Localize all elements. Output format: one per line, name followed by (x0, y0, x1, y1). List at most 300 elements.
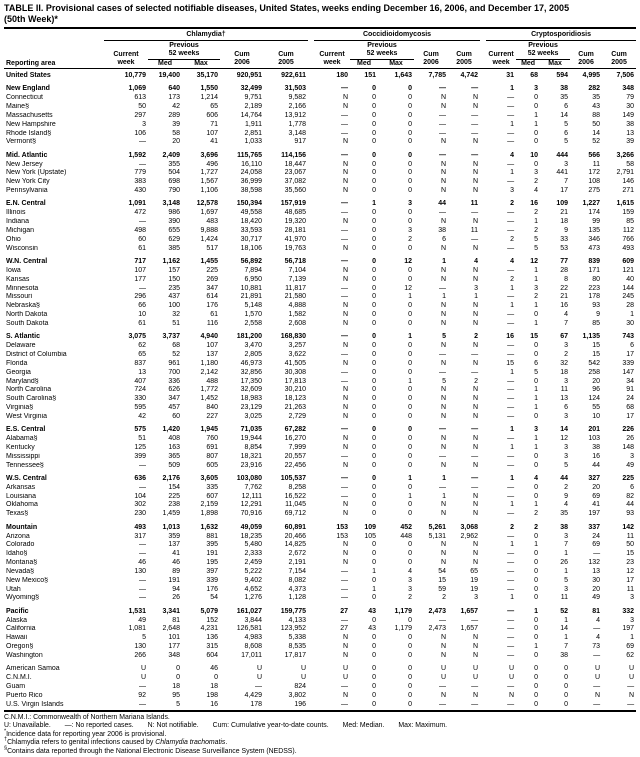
value-cell: — (507, 625, 515, 633)
value-cell: N (473, 266, 479, 274)
reporting-area-cell: Maryland§ (6, 377, 39, 385)
table-row (4, 533, 636, 542)
value-cell: 124 (588, 395, 601, 403)
value-cell: N (440, 169, 447, 177)
value-cell: N (342, 103, 349, 111)
cum-label: Cum (423, 50, 439, 58)
value-cell: 0 (534, 350, 539, 358)
value-cell: N (473, 103, 479, 111)
value-cell: 3 (630, 452, 635, 460)
value-cell: 0 (408, 129, 413, 137)
value-cell: 0 (372, 235, 377, 243)
table-row (4, 351, 636, 360)
value-cell: U (509, 665, 515, 673)
value-cell: 30,210 (284, 386, 307, 394)
value-cell: 0 (408, 443, 413, 451)
value-cell: 198 (206, 691, 218, 699)
value-cell: 1,179 (394, 607, 413, 615)
value-cell: 698 (168, 178, 180, 186)
value-cell: 961 (168, 359, 180, 367)
value-cell: 121 (622, 266, 635, 274)
value-cell: — (341, 368, 349, 376)
value-cell: 21,891 (240, 293, 262, 301)
value-cell: 21,263 (284, 404, 307, 412)
value-cell: 1,643 (394, 72, 413, 79)
value-cell: 44 (592, 461, 601, 469)
value-cell: 0 (372, 461, 377, 469)
value-cell: 1,180 (200, 359, 218, 367)
reporting-area-cell: Delaware (6, 342, 36, 350)
value-cell: N (440, 550, 447, 558)
value-cell: — (507, 227, 515, 234)
value-cell: U (595, 674, 601, 682)
value-cell: 0 (534, 665, 539, 673)
value-cell: 95 (172, 691, 180, 699)
value-cell: 1 (408, 474, 413, 482)
value-cell: 509 (168, 461, 180, 469)
value-cell: 626 (168, 386, 180, 394)
value-cell: 6 (564, 129, 569, 137)
value-cell: N (342, 302, 349, 310)
value-cell: — (507, 567, 515, 575)
value-cell: 3 (474, 594, 479, 602)
value-cell: 258 (588, 368, 601, 376)
value-cell: 96 (592, 386, 601, 394)
value-cell: 4,231 (200, 625, 218, 633)
value-cell: N (440, 501, 447, 509)
value-cell: 3 (564, 342, 569, 350)
value-cell: 1 (474, 293, 479, 301)
value-cell: N (473, 187, 479, 195)
value-cell: 37,082 (284, 178, 307, 186)
value-cell: 275 (588, 187, 601, 195)
table-row (4, 121, 636, 130)
value-cell: 27 (340, 607, 349, 615)
value-cell: 53 (560, 244, 569, 252)
reporting-area-cell: Wyoming§ (6, 594, 40, 602)
value-cell: 42 (172, 103, 180, 111)
value-cell: U (440, 665, 447, 673)
value-cell: U (595, 665, 601, 673)
value-cell: 0 (534, 683, 539, 690)
value-cell: 0 (372, 151, 377, 159)
value-cell: 3,068 (460, 523, 479, 531)
value-cell: 3 (408, 200, 413, 208)
value-cell: 2,189 (244, 103, 262, 111)
value-cell: 4 (510, 151, 515, 159)
value-cell: — (341, 585, 349, 593)
value-cell: 359 (168, 532, 180, 540)
value-cell: 61 (138, 244, 146, 252)
value-cell: 46 (210, 665, 218, 673)
value-cell: 5,131 (428, 532, 447, 540)
value-cell: 11,817 (285, 284, 307, 292)
value-cell: 68 (530, 72, 539, 79)
value-cell: — (341, 293, 349, 301)
value-cell: 159,775 (280, 607, 307, 615)
value-cell: N (473, 691, 479, 699)
value-cell: 2 (408, 594, 413, 602)
value-cell: 151 (364, 72, 377, 79)
value-cell: 0 (534, 377, 539, 385)
value-cell: — (507, 412, 515, 420)
value-cell: 4,429 (244, 691, 262, 699)
cum-label: Cum (234, 50, 250, 58)
reporting-area-cell: New York City (6, 178, 50, 186)
value-cell: 0 (372, 435, 377, 443)
value-cell: 0 (372, 227, 377, 234)
value-cell: 13 (626, 129, 635, 137)
value-cell: — (507, 461, 515, 469)
value-cell: 0 (372, 209, 377, 217)
table-row (4, 559, 636, 568)
reporting-area-cell: Puerto Rico (6, 691, 43, 699)
value-cell: N (342, 404, 349, 412)
value-cell: 238 (168, 501, 180, 509)
value-cell: — (507, 643, 515, 651)
footnotes (4, 712, 636, 757)
table-row (4, 484, 636, 493)
value-cell: 0 (534, 700, 539, 708)
value-cell: — (471, 483, 479, 491)
value-cell: 0 (372, 443, 377, 451)
value-cell: 16 (506, 333, 515, 341)
table-row (4, 209, 636, 218)
value-cell: 17,011 (241, 651, 262, 659)
value-cell: 3 (474, 284, 479, 292)
value-cell: 0 (372, 634, 377, 642)
value-cell: 26 (560, 559, 569, 567)
value-cell: 40 (626, 275, 635, 283)
value-cell: 28,181 (284, 227, 307, 234)
value-cell: 191 (206, 550, 218, 558)
value-cell: 9,582 (288, 94, 307, 102)
table-row (4, 81, 636, 94)
value-cell: — (255, 683, 262, 690)
previous-label: Previous (528, 41, 558, 49)
value-cell: 6 (442, 235, 447, 243)
value-cell: 8,854 (244, 443, 262, 451)
value-cell: 15 (592, 342, 601, 350)
reporting-area-cell: Arizona (6, 532, 30, 540)
table-row (4, 404, 636, 413)
table-row (4, 652, 636, 661)
value-cell: 0 (372, 111, 377, 119)
value-cell: 0 (372, 501, 377, 509)
value-cell: 109 (556, 200, 569, 208)
value-cell: 0 (408, 275, 413, 283)
table-row (4, 541, 636, 550)
value-cell: 225 (206, 266, 218, 274)
value-cell: 0 (372, 683, 377, 690)
value-cell: N (473, 404, 479, 412)
value-cell: 6 (564, 404, 569, 412)
reporting-area-cell: Massachusetts (6, 111, 53, 119)
value-cell: 0 (214, 674, 218, 682)
value-cell: 339 (206, 576, 218, 584)
table-body (4, 69, 636, 711)
value-cell: N (342, 266, 349, 274)
value-cell: — (139, 576, 146, 584)
value-cell: 0 (372, 474, 377, 482)
table-row (4, 360, 636, 369)
reporting-area-cell: Vermont§ (6, 138, 36, 146)
table-row (4, 568, 636, 577)
value-cell: N (342, 342, 349, 350)
value-cell: — (439, 683, 447, 690)
value-cell: 4 (596, 634, 601, 642)
value-cell: 51 (172, 319, 180, 327)
value-cell: — (139, 700, 146, 708)
value-cell: 20 (592, 483, 601, 491)
value-cell: 3,148 (162, 200, 180, 208)
week-label: week (486, 59, 516, 69)
value-cell: 1 (372, 585, 377, 593)
value-cell: 0 (372, 665, 377, 673)
reporting-area-cell: Hawaii (6, 634, 28, 642)
value-cell: — (341, 683, 349, 690)
value-cell: — (507, 386, 515, 394)
value-cell: 67 (560, 333, 569, 341)
value-cell: N (473, 386, 479, 394)
value-cell: 32 (560, 359, 569, 367)
value-cell: 15 (530, 333, 539, 341)
value-cell: 148 (622, 443, 635, 451)
value-cell: 82 (626, 492, 635, 500)
value-cell: U (140, 665, 146, 673)
value-cell: 542 (588, 359, 601, 367)
value-cell: 17 (626, 350, 635, 358)
value-cell: 1 (408, 492, 413, 500)
value-cell: — (341, 492, 349, 500)
dagger-marker: † (4, 737, 8, 744)
value-cell: 19,400 (158, 72, 180, 79)
current-label: Current (319, 50, 345, 58)
table-row (4, 550, 636, 559)
value-cell: 11 (470, 200, 479, 208)
value-cell: 3,075 (128, 333, 146, 341)
value-cell: 13 (560, 395, 569, 403)
value-cell: N (440, 461, 447, 469)
value-cell: 0 (534, 585, 539, 593)
value-cell: 0 (372, 94, 377, 102)
value-cell: 0 (372, 559, 377, 567)
table-row (4, 245, 636, 254)
value-cell: 0 (408, 209, 413, 217)
value-cell: 163 (168, 443, 180, 451)
value-cell: 3,696 (200, 151, 218, 159)
reporting-area-cell: Nebraska§ (6, 302, 40, 310)
value-cell: 2 (534, 523, 539, 531)
notifiable-diseases-table (4, 29, 636, 712)
value-cell: 0 (372, 510, 377, 518)
value-cell: 32,499 (240, 85, 262, 93)
value-cell: 23,129 (240, 404, 262, 412)
value-cell: — (341, 235, 349, 243)
value-cell: 1,592 (128, 151, 146, 159)
value-cell: 5 (142, 634, 146, 642)
value-cell: 11 (626, 585, 635, 593)
value-cell: 35 (560, 510, 569, 518)
value-cell: 159 (622, 209, 635, 217)
value-cell: — (507, 103, 515, 111)
value-cell: 32 (172, 311, 180, 319)
value-cell: 11 (560, 386, 569, 394)
reporting-area-cell: Mid. Atlantic (6, 151, 48, 159)
value-cell: 41 (210, 138, 218, 146)
value-cell: 1 (534, 541, 539, 549)
footnote-def: N: Not notifiable. (147, 722, 199, 730)
value-cell: 9 (564, 227, 569, 234)
value-cell: 18,235 (240, 532, 262, 540)
previous-label: Previous (169, 41, 199, 49)
value-cell: 332 (622, 607, 635, 615)
value-cell: 1,214 (200, 94, 218, 102)
value-cell: — (593, 651, 601, 659)
value-cell: — (507, 616, 515, 624)
table-title-line1: TABLE II. Provisional cases of selected notifiable diseases, United States, weeks ending December 16, 2006, and December 17, 2005 (4, 3, 570, 13)
reporting-area-cell: Alaska (6, 616, 28, 624)
value-cell: 336 (168, 377, 180, 385)
value-cell: 8,535 (288, 643, 307, 651)
value-cell: 33 (560, 235, 569, 243)
reporting-area-cell: S. Atlantic (6, 333, 40, 341)
value-cell: 58 (626, 160, 635, 168)
value-cell: — (341, 129, 349, 137)
value-cell: 5 (176, 700, 180, 708)
value-cell: 0 (408, 501, 413, 509)
value-cell: 46 (172, 559, 180, 567)
value-cell: 472 (134, 209, 146, 217)
value-cell: — (139, 138, 146, 146)
value-cell: 20,466 (284, 532, 307, 540)
value-cell: 56,718 (284, 258, 307, 266)
value-cell: 55 (592, 404, 601, 412)
value-cell: 38 (560, 651, 569, 659)
value-cell: 142 (622, 523, 635, 531)
value-cell: 81 (172, 616, 180, 624)
value-cell: — (341, 616, 349, 624)
value-cell: 65 (210, 103, 218, 111)
value-cell: N (342, 178, 349, 186)
value-cell: — (507, 559, 515, 567)
value-cell: 0 (372, 169, 377, 177)
value-cell: 1 (372, 567, 377, 575)
value-cell: 296 (134, 293, 146, 301)
value-cell: 0 (372, 550, 377, 558)
value-cell: 18,420 (240, 218, 262, 226)
value-cell: 0 (408, 700, 413, 708)
value-cell: — (627, 700, 635, 708)
value-cell: 607 (206, 492, 218, 500)
value-cell: 105,537 (280, 474, 307, 482)
value-cell: 77 (560, 258, 569, 266)
value-cell: 1,945 (200, 426, 218, 434)
value-cell: 0 (408, 138, 413, 146)
value-cell: — (593, 625, 601, 633)
value-cell: 395 (206, 541, 218, 549)
value-cell: — (507, 452, 515, 460)
table-row (4, 501, 636, 510)
footnote-def: Max: Maximum. (398, 722, 448, 730)
previous-label: Previous (367, 41, 397, 49)
value-cell: — (471, 111, 479, 119)
value-cell: — (439, 284, 447, 292)
table-row (4, 435, 636, 444)
value-cell: — (341, 594, 349, 602)
table-row (4, 130, 636, 139)
value-cell: — (471, 85, 479, 93)
value-cell: — (507, 311, 515, 319)
reporting-area-cell: New Hampshire (6, 120, 56, 128)
reporting-area-cell: Arkansas (6, 483, 36, 491)
value-cell: 23 (626, 559, 635, 567)
value-cell: 51 (138, 435, 146, 443)
value-cell: 32,856 (240, 368, 262, 376)
value-cell: 54 (210, 594, 218, 602)
value-cell: 1 (534, 302, 539, 310)
value-cell: 1,069 (128, 85, 146, 93)
value-cell: 330 (134, 395, 146, 403)
value-cell: 19,944 (240, 435, 262, 443)
value-cell: 1,162 (162, 258, 180, 266)
value-cell: 1,657 (460, 607, 479, 615)
reporting-area-cell: Louisiana (6, 492, 36, 500)
value-cell: 60 (138, 235, 146, 243)
value-cell: 0 (372, 386, 377, 394)
max-label: Max (540, 59, 570, 69)
reporting-area-cell: Alabama§ (6, 435, 38, 443)
value-cell: — (471, 616, 479, 624)
value-cell: 0 (534, 160, 539, 168)
value-cell: 3 (564, 585, 569, 593)
value-cell: 840 (206, 404, 218, 412)
value-cell: 691 (206, 443, 218, 451)
value-cell: 1 (534, 643, 539, 651)
value-cell: 1 (510, 541, 515, 549)
value-cell: — (341, 85, 349, 93)
value-cell: 790 (168, 187, 180, 195)
value-cell: 0 (408, 665, 413, 673)
value-cell: 18,106 (240, 244, 262, 252)
value-cell: 108 (588, 178, 601, 186)
value-cell: 149 (622, 111, 635, 119)
table-row (4, 625, 636, 634)
value-cell: N (509, 691, 515, 699)
value-cell: 6 (564, 103, 569, 111)
value-cell: 595 (134, 404, 146, 412)
value-cell: 112 (622, 227, 635, 234)
value-cell: 191 (168, 576, 180, 584)
value-cell: 1,091 (128, 200, 146, 208)
value-cell: 0 (408, 435, 413, 443)
value-cell: 4 (510, 258, 515, 266)
value-cell: 171 (588, 266, 601, 274)
value-cell: 181,200 (236, 333, 262, 341)
value-cell: 93 (626, 510, 635, 518)
value-cell: 0 (534, 625, 539, 633)
value-cell: N (342, 501, 349, 509)
reporting-area-cell: Minnesota (6, 284, 39, 292)
value-cell: 18,123 (284, 395, 307, 403)
value-cell: 3,148 (288, 129, 307, 137)
value-cell: 4 (534, 187, 539, 195)
value-cell: 79 (626, 94, 635, 102)
value-cell: — (439, 209, 447, 217)
value-cell: 1,632 (200, 523, 218, 531)
value-cell: 34 (626, 377, 635, 385)
value-cell: 2,409 (162, 151, 180, 159)
